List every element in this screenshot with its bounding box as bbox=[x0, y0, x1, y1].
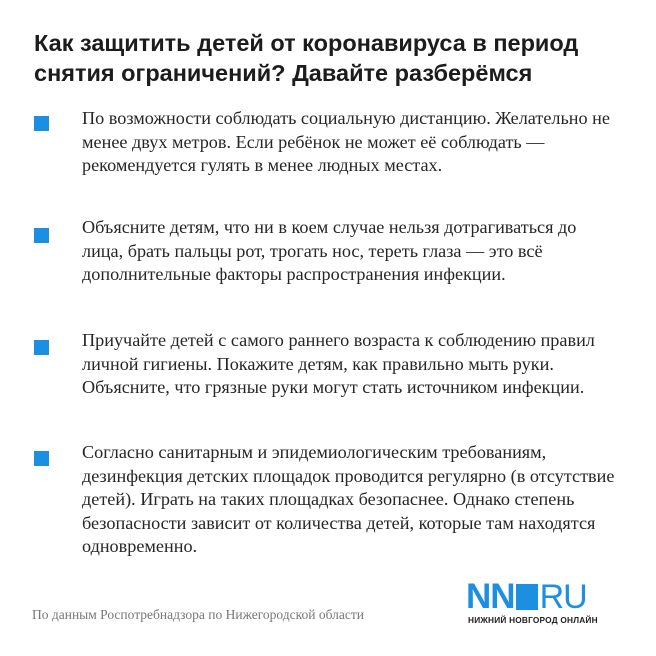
square-bullet-icon bbox=[34, 451, 49, 466]
square-bullet-icon bbox=[34, 116, 49, 131]
logo-square-icon bbox=[516, 584, 538, 610]
source-note: По данным Роспотребнадзора по Нижегородской области bbox=[32, 607, 365, 622]
logo-mark bbox=[466, 577, 587, 616]
list-item-text: Согласно санитарным и эпидемиологическим требованиям, дезинфекция детских площадок проводится регулярно (в отсутствие детей). Играть на таких площадках безопаснее. Однако степень безопасности зависит от количества детей, которые там находятся одновременно. bbox=[82, 442, 615, 556]
list-item-text: Объясните детям, что ни в коем случае нельзя дотрагиваться до лица, брать пальцы рот, трогать нос, тереть глаза — это всё дополнительные факторы распространения инфекции. bbox=[82, 217, 577, 284]
square-bullet-icon bbox=[34, 228, 49, 243]
logo-mark-right: RU bbox=[539, 578, 587, 616]
page-title: Как защитить детей от коронавируса в период снятия ограничений? Давайте разберёмся bbox=[34, 30, 579, 86]
logo-tagline: НИЖНИЙ НОВГОРОД ОНЛАЙН bbox=[468, 615, 598, 625]
nn-ru-logo bbox=[466, 577, 626, 630]
square-bullet-icon bbox=[34, 340, 49, 355]
list-item-text: По возможности соблюдать социальную дистанцию. Желательно не менее двух метров. Если ребёнок не может её соблюдать — рекомендуется гулять в менее людных местах. bbox=[82, 108, 610, 175]
list-item-text: Приучайте детей с самого раннего возраста к соблюдению правил личной гигиены. Покажите детям, как правильно мыть руки. Объясните, что грязные руки могут стать источником инфекции. bbox=[82, 330, 595, 397]
logo-mark-left: NN bbox=[466, 577, 515, 616]
